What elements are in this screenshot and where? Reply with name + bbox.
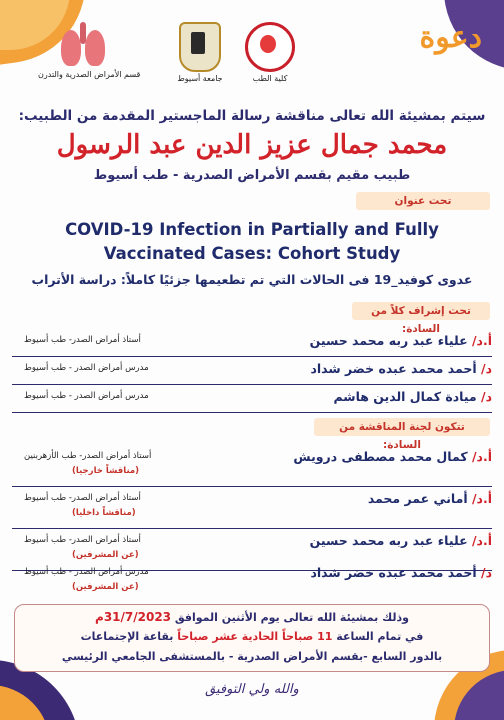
- logos-row: [20, 22, 444, 92]
- assiut-university-caption: جامعة أسيوط: [177, 74, 223, 83]
- committee-member-role: (عن المشرفين): [72, 550, 139, 560]
- thesis-title-tag: تحت عنوان: [356, 192, 490, 210]
- committee-member-name: علياء عبد ربه محمد حسين: [309, 533, 468, 548]
- supervisor-row: [12, 358, 492, 385]
- committee-member-name: كمال محمد مصطفى درويش: [293, 449, 468, 464]
- invitation-word: دعوة: [419, 20, 482, 55]
- schedule-date: 31/7/2023م: [95, 610, 172, 624]
- supervision-tag: تحت إشراف كلاً من السادة:: [352, 302, 490, 320]
- chest-department-caption: قسم الأمراض الصدرية والتدرن: [38, 70, 141, 79]
- supervisor-name: أحمد محمد عبده خضر شداد: [310, 361, 477, 376]
- committee-member-role: (مناقشاً داخليا): [72, 508, 136, 518]
- committee-row: [12, 488, 492, 529]
- thesis-english-title: COVID-19 Infection in Partially and Fully Vaccinated Cases: Cohort Study: [65, 220, 439, 263]
- supervisor-row: [12, 330, 492, 357]
- supervisor-name: علياء عبد ربه محمد حسين: [309, 333, 468, 348]
- thesis-arabic-title: عدوى كوفيد_19 فى الحالات التي تم تطعيمها جزئيًا كاملاً: دراسة الأتراب: [31, 272, 473, 287]
- supervisor-row: [12, 386, 492, 413]
- committee-member-role: (عن المشرفين): [72, 582, 139, 592]
- committee-row: [12, 562, 492, 602]
- title-prefix: أ.د/: [471, 533, 492, 548]
- title-prefix: د/: [481, 389, 492, 404]
- title-prefix: د/: [481, 565, 492, 580]
- supervisor-position: مدرس أمراض الصدر - طب أسيوط: [24, 363, 149, 373]
- schedule-time-line: [16, 630, 488, 643]
- schedule-place: بقاعة الإجتماعات: [80, 630, 174, 643]
- committee-member-name: أماني عمر محمد: [367, 491, 468, 506]
- title-prefix: أ.د/: [471, 449, 492, 464]
- schedule-day-text: وذلك بمشيئة الله تعالى يوم الأثنين الموافق: [174, 611, 409, 624]
- schedule-date-line: [16, 610, 488, 624]
- title-prefix: أ.د/: [471, 491, 492, 506]
- committee-tag: تتكون لجنة المناقشة من السادة:: [314, 418, 490, 436]
- supervisor-position: مدرس أمراض الصدر - طب أسيوط: [24, 391, 149, 401]
- schedule-location-line: بالدور السابع -بقسم الأمراض الصدرية - بالمستشفى الجامعي الرئيسي: [61, 650, 443, 663]
- chest-department-logo: [38, 22, 141, 79]
- university-emblem-icon: [179, 22, 221, 72]
- faculty-of-medicine-logo: [240, 22, 300, 83]
- assiut-university-logo: [170, 22, 230, 83]
- committee-member-position: مدرس أمراض الصدر - طب أسيوط: [24, 567, 149, 577]
- title-prefix: أ.د/: [471, 333, 492, 348]
- committee-row: [12, 446, 492, 487]
- schedule-time: 11 صباحاً الحادية عشر صباحاً: [177, 630, 333, 643]
- candidate-title: طبيب مقيم بقسم الأمراض الصدرية - طب أسيوط: [93, 168, 411, 183]
- faculty-of-medicine-caption: كلية الطب: [252, 74, 288, 83]
- committee-member-role: (مناقشاً خارجيا): [72, 466, 140, 476]
- supervisor-name: ميادة كمال الدين هاشم: [333, 389, 477, 404]
- candidate-name: محمد جمال عزيز الدين عبد الرسول: [56, 130, 448, 160]
- committee-member-name: أحمد محمد عبده خضر شداد: [310, 565, 477, 580]
- medicine-emblem-icon: [245, 22, 295, 72]
- committee-member-position: أستاذ أمراض الصدر- طب أسيوط: [24, 535, 141, 545]
- lungs-icon: [59, 22, 107, 68]
- title-prefix: د/: [481, 361, 492, 376]
- committee-member-position: أستاذ أمراض الصدر- طب أسيوط: [24, 493, 141, 503]
- schedule-time-label: في تمام الساعة: [336, 630, 424, 643]
- signoff-calligraphy: والله ولي التوفيق: [205, 682, 299, 697]
- committee-member-position: أستاذ أمراض الصدر- طب الأزهربنين: [24, 451, 152, 461]
- supervisor-position: أستاذ أمراض الصدر- طب أسيوط: [24, 335, 141, 345]
- intro-line: سيتم بمشيئة الله تعالى مناقشة رسالة الماجستير المقدمة من الطبيب:: [18, 108, 486, 124]
